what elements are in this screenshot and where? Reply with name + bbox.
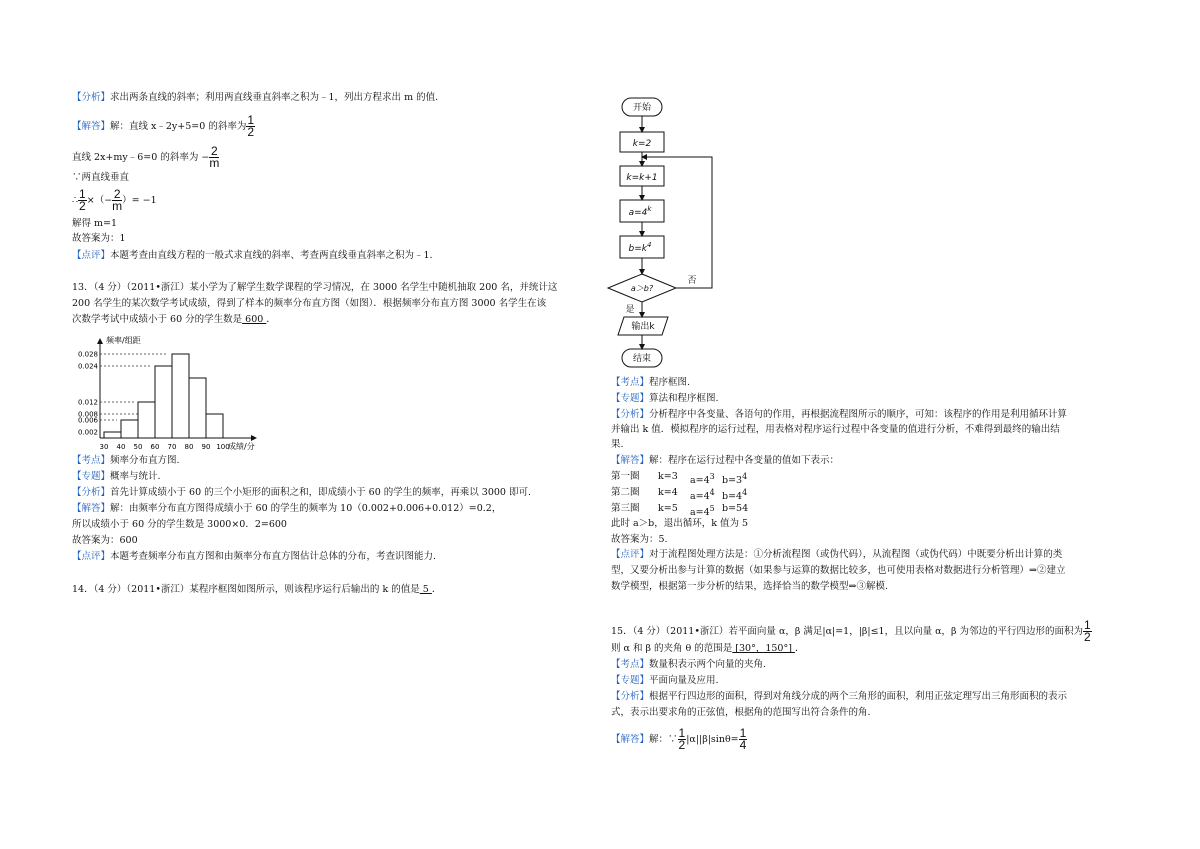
assign-b-label: $b=k^4$ (628, 241, 652, 254)
denominator: m (209, 156, 220, 170)
y-tick-label: 0.002 (77, 428, 98, 437)
q14-analysis (611, 409, 1067, 421)
x-axis-arrow (251, 435, 257, 441)
analysis-text: 首先计算成绩小于 60 的三个小矩形的面积之和，即成绩小于 60 的学生的频率，再乘以 3000 即可. (110, 487, 532, 498)
q13-answer: 故答案为：600 (72, 535, 138, 546)
q15-analysis2: 式，表示出要求角的正弦值，根据角的范围写出符合条件的角. (611, 707, 871, 718)
comment-text: 本题考查频率分布直方图和由频率分布直方图估计总体的分布，考查识图能力. (110, 551, 437, 562)
q14-text: 14．（4 分）（2011•浙江）某程序框图如图所示，则该程序运行后输出的 k 的值是 (72, 584, 420, 595)
comment-tag: 【点评】 (72, 551, 111, 562)
loop-row-1: 第一圈 (611, 471, 640, 482)
q14-end: ． (431, 584, 442, 595)
x-tick-label: 50 (133, 443, 143, 451)
comment-tag: 【点评】 (72, 250, 111, 261)
q14-point (611, 377, 690, 389)
denominator: 2 (247, 125, 255, 139)
y-tick-label: 0.006 (77, 416, 98, 425)
analysis-tag: 【分析】 (72, 487, 111, 498)
init-label: k=2 (632, 139, 652, 149)
q14-analysis2: 并输出 k 值．模拟程序的运行过程，用表格对程序运行过程中各变量的值进行分析，不难得到最终的输出结 (611, 424, 1060, 435)
y-tick-label: 0.028 (77, 350, 98, 359)
point-text: 频率分布直方图. (110, 455, 180, 466)
x-tick-label: 70 (167, 443, 177, 451)
loop-row-2: 第二圈 (611, 487, 640, 498)
condition-label: a＞b? (630, 284, 654, 293)
q14-analysis3: 果. (611, 439, 624, 450)
analysis-tag: 【分析】 (611, 409, 650, 420)
q13-point (72, 455, 180, 467)
q13-answer-blank: 600 (242, 314, 267, 325)
line2-text: 直线 2x+my﹣6=0 的斜率为 − (72, 152, 210, 163)
numerator: 1 (79, 187, 86, 201)
q15-question (611, 620, 1092, 643)
q12-solution (72, 115, 255, 138)
q12-result: 解得 m=1 (72, 218, 118, 229)
topic-tag: 【专题】 (611, 393, 650, 404)
histogram-bar (138, 402, 155, 438)
q15-topic: 【专题】平面向量及应用. (611, 675, 719, 686)
comment-text: 对于流程图处理方法是：①分析流程图（或伪代码），从流程图（或伪代码）中既要分析出计算的类 (649, 549, 1063, 560)
q15-analysis: 【分析】根据平行四边形的面积，得到对角线分成的两个三角形的面积，利用正弦定理写出三角形面积的表示 (611, 691, 1068, 702)
fraction (112, 189, 122, 212)
q13-solution (72, 503, 501, 515)
q15-point: 【考点】数量积表示两个向量的夹角. (611, 659, 767, 670)
histogram-bar (206, 414, 223, 438)
program-flowchart (600, 90, 730, 375)
q15-text: 15．（4 分）（2011•浙江）若平面向量 α，β 满足|α|=1，|β|≤1，且以向量 α，β 为邻边的平行四边形的面积为 (611, 626, 1084, 637)
q14-solution (611, 455, 839, 467)
q14-answer-blank: 5 (419, 584, 432, 595)
q14-comment2: 型，又要分析出参与计算的数据（如果参与运算的数据比较多，也可使用表格对数据进行分析管理）⇒②建立 (611, 565, 1066, 576)
loop-row-1-b: $b=3^4$ (722, 472, 748, 487)
y-axis-label: 频率/组距 (106, 336, 141, 345)
q13-comment (72, 551, 436, 563)
loop-row-2-a: $a=4^4$ (690, 488, 715, 503)
q14-question (72, 584, 441, 596)
x-tick-label: 90 (201, 443, 211, 451)
loop-row-3-b: b=54 (722, 503, 749, 514)
q13-topic (72, 471, 161, 483)
loop-row-3: 第三圈 (611, 503, 640, 514)
analysis-text: 求出两条直线的斜率；利用两直线垂直斜率之积为﹣1，列出方程求出 m 的值. (110, 92, 439, 103)
analysis-tag: 【分析】 (72, 92, 111, 103)
comment-text: 本题考查由直线方程的一般式求直线的斜率、考查两直线垂直斜率之积为﹣1. (110, 250, 433, 261)
assign-a-label: $a=4^k$ (628, 205, 652, 218)
q13-analysis (72, 487, 531, 499)
start-label: 开始 (632, 103, 652, 113)
loop-row-1-a: $a=4^3$ (690, 472, 715, 487)
yes-label: 是 (625, 305, 635, 315)
loop-row-1-k: k=3 (658, 471, 678, 482)
output-label: 输出k (631, 322, 655, 332)
no-label: 否 (687, 276, 697, 286)
eq-mid: ×（− (86, 195, 113, 206)
q13-solution2: 所以成绩小于 60 分的学生数是 3000×0．2=600 (72, 519, 287, 530)
topic-text: 算法和程序框图. (649, 393, 719, 404)
topic-tag: 【专题】 (72, 471, 111, 482)
point-tag: 【考点】 (72, 455, 111, 466)
fraction (246, 115, 255, 138)
y-tick-label: 0.024 (77, 362, 98, 371)
histogram-bar (104, 432, 121, 438)
x-tick-label: 100 (216, 443, 230, 451)
q13-line1: 13．（4 分）（2011•浙江）某小学为了解学生数学课程的学习情况，在 3000 名学生中随机抽取 200 名，并统计这 (72, 282, 558, 293)
fraction (209, 146, 219, 169)
q15-line2: 则 α 和 β 的夹角 θ 的范围是 [30°，150°] ． (611, 643, 805, 654)
solution-tag: 【解答】 (72, 121, 111, 132)
q13-line2: 200 名学生的某次数学考试成绩，得到了样本的频率分布直方图（如图）．根据频率分布直方图 3000 名学生在该 (72, 298, 547, 309)
point-tag: 【考点】 (611, 377, 650, 388)
therefore: ∴ (72, 195, 79, 206)
q15-solution: 【解答】解：∵ $\frac{1}{2}$ |α||β|sinθ= $\frac{1}{4}$ (611, 726, 747, 752)
histogram-bar (172, 354, 189, 438)
q13-line3-text: 次数学考试中成绩小于 60 分的学生数是 (72, 314, 243, 325)
analysis-text: 分析程序中各变量、各语句的作用，再根据流程图所示的顺序，可知：该程序的作用是利用循环计算 (649, 409, 1068, 420)
q14-comment (611, 549, 1062, 561)
q12-equation (72, 189, 157, 212)
histogram-bar (155, 366, 172, 438)
q14-answer: 故答案为：5. (611, 534, 668, 545)
q14-topic (611, 393, 719, 405)
numerator: 2 (210, 144, 218, 158)
solution-text: 解：由频率分布直方图得成绩小于 60 的学生的频率为 10（0.002+0.006+0.012）=0.2， (110, 503, 502, 514)
histogram-bar (189, 378, 206, 438)
q12-line2 (72, 146, 219, 169)
q14-comment3: 数学模型，根据第一步分析的结果，选择恰当的数学模型⇒③解模. (611, 581, 888, 592)
q12-analysis (72, 92, 438, 104)
loop-row-3-k: k=5 (658, 503, 678, 514)
solution-tag: 【解答】 (611, 455, 650, 466)
q13-line3 (72, 314, 276, 326)
point-text: 程序框图. (649, 377, 691, 388)
solution-text: 解：程序在运行过程中各变量的值如下表示： (649, 455, 840, 466)
eq-end: ）= −1 (122, 195, 157, 206)
x-tick-label: 40 (116, 443, 126, 451)
loop-row-2-b: $b=4^4$ (722, 488, 748, 503)
fraction (78, 189, 87, 212)
q12-comment (72, 250, 433, 262)
q12-perp: ∵两直线垂直 (72, 172, 130, 183)
x-tick-label: 30 (99, 443, 109, 451)
x-axis-label: 成绩/分 (228, 442, 255, 451)
denominator: m (112, 199, 123, 213)
y-tick-label: 0.012 (77, 398, 98, 407)
end-label: 结束 (632, 354, 652, 364)
y-axis-arrow (97, 338, 103, 344)
solution-text: 解：直线 x﹣2y+5=0 的斜率为 (110, 121, 247, 132)
y-tick-label: 0.008 (77, 410, 98, 419)
fraction: $\frac{1}{2}$ (1084, 618, 1091, 644)
x-tick-label: 60 (150, 443, 160, 451)
loop-row-2-k: k=4 (658, 487, 678, 498)
histogram-bar (121, 420, 138, 438)
loop-row-3-a: $a=4^5$ (690, 504, 715, 519)
frequency-histogram (70, 334, 290, 454)
topic-text: 概率与统计. (110, 471, 161, 482)
solution-tag: 【解答】 (72, 503, 111, 514)
loop-stop: 此时 a＞b，退出循环，k 值为 5 (611, 518, 749, 529)
q13-end: ． (266, 314, 276, 325)
q12-answer: 故答案为：1 (72, 233, 126, 244)
q15-answer-blank: [30°，150°] (732, 643, 795, 654)
denominator: 2 (79, 199, 86, 213)
numerator: 2 (113, 187, 121, 201)
comment-tag: 【点评】 (611, 549, 650, 560)
x-tick-label: 80 (184, 443, 194, 451)
numerator: 1 (247, 113, 255, 127)
inc-label: k=k+1 (626, 173, 658, 183)
